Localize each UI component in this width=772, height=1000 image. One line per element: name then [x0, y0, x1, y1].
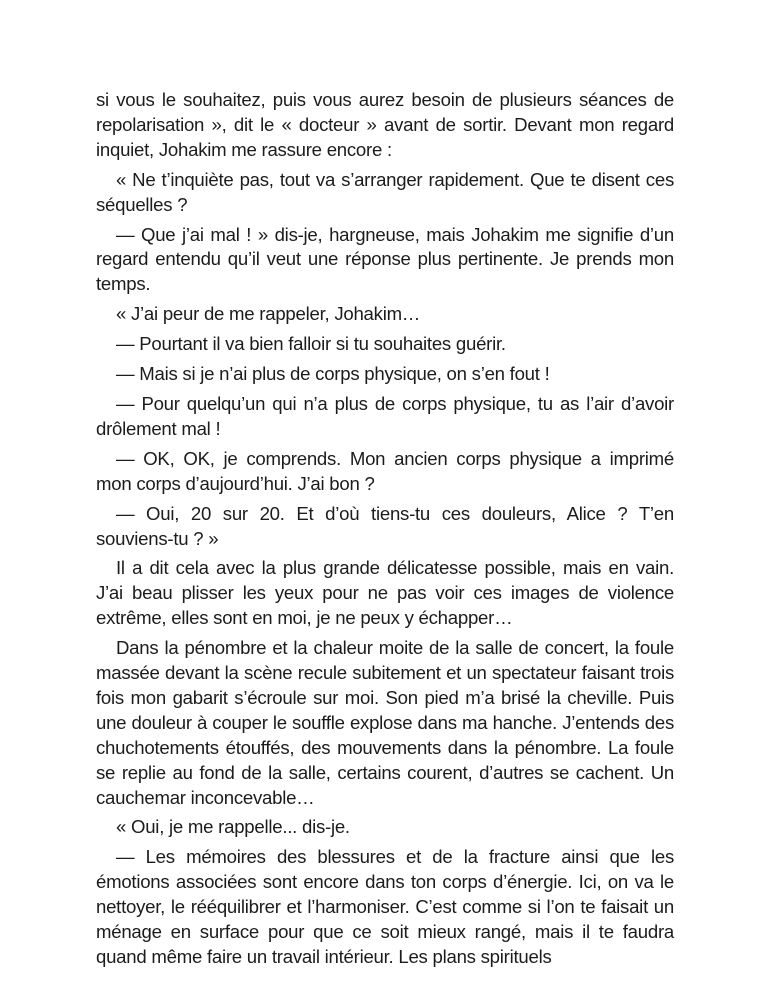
- book-page: [96, 88, 674, 975]
- paragraph: — Mais si je n’ai plus de corps physique, on s’en fout !: [116, 363, 550, 385]
- paragraph: — Pourtant il va bien falloir si tu souhaites guérir.: [116, 333, 506, 355]
- paragraph: — Les mémoires des blessures et de la fracture ainsi que les émotions associées sont encore dans ton corps d’énergie. Ici, on va le nettoyer, le rééquilibrer et l’harmoniser. C’est comme si l’on te faisait un ménage en surface pour que ce soit mieux rangé, mais il te faudra quand même faire un travail intérieur. Les plans spirituels: [96, 846, 674, 967]
- paragraph: « Ne t’inquiète pas, tout va s’arranger rapidement. Que te disent ces séquelles ?: [96, 168, 674, 215]
- paragraph: « Oui, je me rappelle... dis-je.: [116, 816, 350, 838]
- paragraph: — Oui, 20 sur 20. Et d’où tiens-tu ces douleurs, Alice ? T’en souviens-tu ? »: [96, 502, 674, 549]
- paragraph: si vous le souhaitez, puis vous aurez besoin de plusieurs séances de repolarisation », dit le « docteur » avant de sortir. Devant mon regard inquiet, Johakim me rassure encore :: [96, 89, 674, 160]
- paragraph: « J’ai peur de me rappeler, Johakim…: [116, 303, 421, 325]
- paragraph: — OK, OK, je comprends. Mon ancien corps physique a imprimé mon corps d’aujourd’hui. J’ai bon ?: [96, 447, 674, 494]
- paragraph: — Que j’ai mal ! » dis-je, hargneuse, mais Johakim me signifie d’un regard entendu qu’il veut une réponse plus pertinente. Je prends mon temps.: [96, 223, 674, 295]
- paragraph: Dans la pénombre et la chaleur moite de la salle de concert, la foule massée devant la scène recule subitement et un spectateur faisant trois fois mon gabarit s’écroule sur moi. Son pied m’a brisé la cheville. Puis une douleur à couper le souffle explose dans ma hanche. J’entends des chuchotements étouffés, des mouvements dans la pénombre. La foule se replie au fond de la salle, certains courent, d’autres se cachent. Un cauchemar inconcevable…: [96, 637, 674, 808]
- paragraph: Il a dit cela avec la plus grande délicatesse possible, mais en vain. J’ai beau plisser les yeux pour ne pas voir ces images de violence extrême, elles sont en moi, je ne peux y échapper…: [96, 557, 674, 629]
- paragraph: — Pour quelqu’un qui n’a plus de corps physique, tu as l’air d’avoir drôlement mal !: [96, 392, 674, 439]
